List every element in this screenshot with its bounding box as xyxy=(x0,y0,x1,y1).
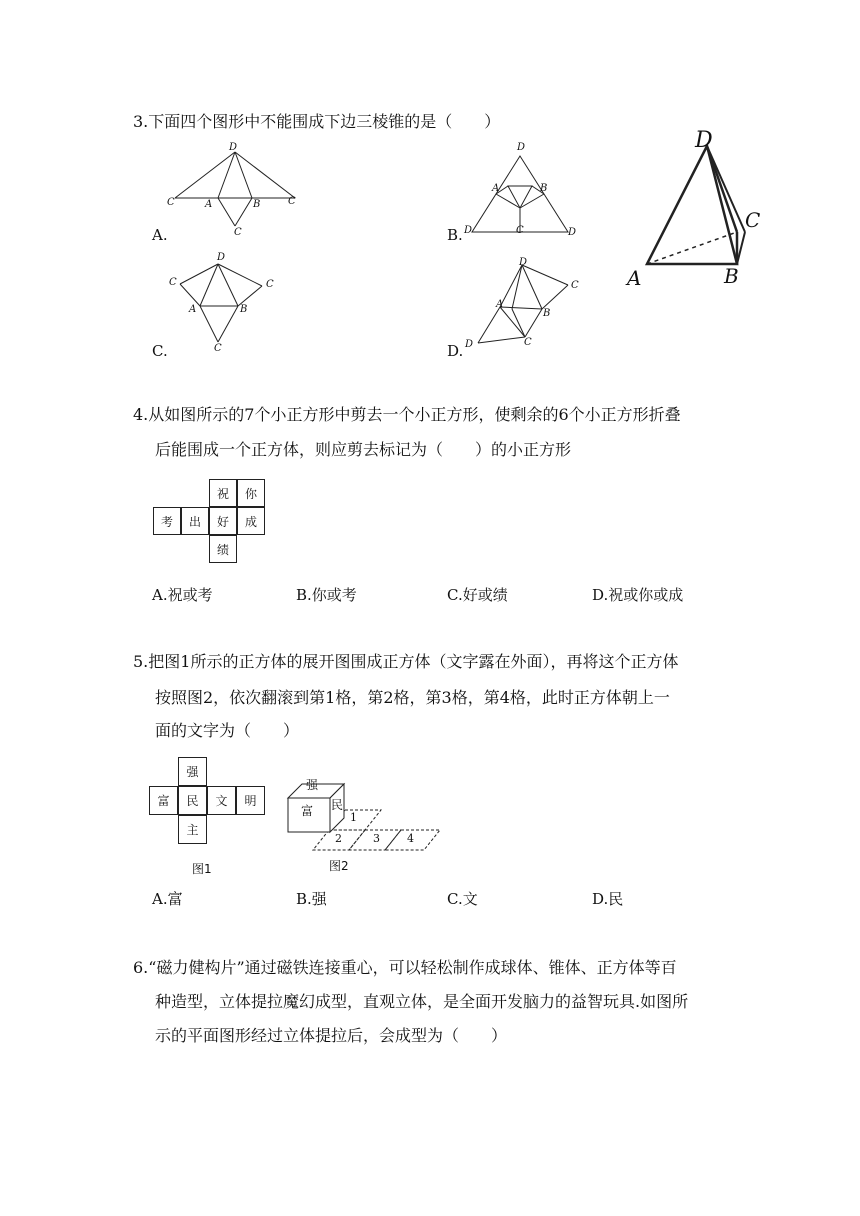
q6-stem-line2: 种造型，立体提拉魔幻成型，直观立体，是全面开发脑力的益智玩具.如图所 xyxy=(155,992,689,1011)
q3-c-label-c-bottom: C xyxy=(214,343,222,354)
q3-d-label-d-top: D xyxy=(519,257,528,268)
q5-option-b[interactable]: B.强 xyxy=(296,890,327,908)
q5-net-cell-wen: 文 xyxy=(207,786,236,815)
q3-d-label-d-left: D xyxy=(465,339,474,350)
q5-fig1-caption: 图1 xyxy=(192,862,212,876)
q3-stem: 3.下面四个图形中不能围成下边三棱锥的是（ ） xyxy=(133,112,501,131)
q3-b-label-b: B xyxy=(540,183,548,194)
q3-a-label-b: B xyxy=(253,199,261,210)
q3-pyramid-label-a: A xyxy=(627,266,642,290)
q4-option-c[interactable]: C.好或绩 xyxy=(447,586,508,604)
q4-cell-cheng[interactable]: 成 xyxy=(237,507,265,535)
q3-option-c[interactable]: C. xyxy=(152,342,168,360)
q5-grid-number-1: 1 xyxy=(350,811,357,824)
q3-d-label-a: A xyxy=(496,299,504,310)
q4-option-b[interactable]: B.你或考 xyxy=(296,586,357,604)
q4-option-d[interactable]: D.祝或你或成 xyxy=(592,586,684,604)
q3-c-label-c-left: C xyxy=(169,277,177,288)
q5-option-a[interactable]: A.富 xyxy=(152,890,183,908)
q6-stem-line3: 示的平面图形经过立体提拉后，会成型为（ ） xyxy=(155,1026,508,1045)
q3-pyramid-label-b: B xyxy=(724,264,739,288)
q3-d-label-c-bottom: C xyxy=(524,337,532,348)
q4-cell-chu[interactable]: 出 xyxy=(181,507,209,535)
q3-pyramid-label-c: C xyxy=(745,208,761,232)
q5-grid-number-4: 4 xyxy=(407,832,414,845)
q3-b-label-d-top: D xyxy=(517,142,526,153)
q3-option-b[interactable]: B. xyxy=(447,226,463,244)
q3-figure-c xyxy=(160,250,280,350)
q3-option-a[interactable]: A. xyxy=(152,226,168,244)
q3-b-label-d-right: D xyxy=(568,227,577,238)
q4-cell-ni[interactable]: 你 xyxy=(237,479,265,507)
q5-stem-line3: 面的文字为（ ） xyxy=(155,721,300,740)
q4-stem-line2: 后能围成一个正方体，则应剪去标记为（ ）的小正方形 xyxy=(155,440,572,459)
q5-net-cell-ming: 明 xyxy=(236,786,265,815)
q5-cube-side-face: 民 xyxy=(331,798,344,812)
q6-stem-line1: 6.“磁力健构片”通过磁铁连接重心，可以轻松制作成球体、锥体、正方体等百 xyxy=(133,958,677,977)
q3-d-label-c-right: C xyxy=(571,280,579,291)
q5-net-cell-qiang: 强 xyxy=(178,757,207,786)
q5-net-cell-fu: 富 xyxy=(149,786,178,815)
q3-c-label-d: D xyxy=(217,252,226,263)
q3-b-label-c: C xyxy=(516,225,524,236)
q3-a-label-c1: C xyxy=(167,197,175,208)
q3-a-label-d: D xyxy=(229,142,238,153)
q4-cell-zhu[interactable]: 祝 xyxy=(209,479,237,507)
q3-a-label-a: A xyxy=(205,199,213,210)
q3-pyramid-label-d: D xyxy=(695,128,713,153)
q3-d-label-b: B xyxy=(543,308,551,319)
q4-cell-kao[interactable]: 考 xyxy=(153,507,181,535)
q4-cell-ji[interactable]: 绩 xyxy=(209,535,237,563)
q5-grid-number-2: 2 xyxy=(335,832,342,845)
q5-cube-front-face: 富 xyxy=(301,804,314,818)
q5-net-cell-zhu: 主 xyxy=(178,815,207,844)
q5-stem-line1: 5.把图1所示的正方体的展开图围成正方体（文字露在外面），再将这个正方体 xyxy=(133,652,679,671)
q3-c-label-a: A xyxy=(189,304,197,315)
q3-b-label-d-left: D xyxy=(464,225,473,236)
q4-cell-hao[interactable]: 好 xyxy=(209,507,237,535)
q4-stem-line1: 4.从如图所示的7个小正方形中剪去一个小正方形，使剩余的6个小正方形折叠 xyxy=(133,405,681,424)
q5-stem-line2: 按照图2，依次翻滚到第1格，第2格，第3格，第4格，此时正方体朝上一 xyxy=(155,688,670,707)
q4-option-a[interactable]: A.祝或考 xyxy=(152,586,213,604)
q3-c-label-b: B xyxy=(240,304,248,315)
q3-option-d[interactable]: D. xyxy=(447,342,464,360)
q5-grid-number-3: 3 xyxy=(373,832,380,845)
q5-fig2-caption: 图2 xyxy=(329,859,349,873)
q3-figure-a xyxy=(160,140,310,240)
q3-figure-b xyxy=(460,140,590,240)
q3-b-label-a: A xyxy=(492,183,500,194)
q5-option-c[interactable]: C.文 xyxy=(447,890,478,908)
q5-cube-top-face: 强 xyxy=(306,778,319,792)
q3-a-label-c2: C xyxy=(288,196,296,207)
q3-a-label-c3: C xyxy=(234,227,242,238)
q3-c-label-c-right: C xyxy=(266,279,274,290)
q5-option-d[interactable]: D.民 xyxy=(592,890,624,908)
q5-net-cell-min: 民 xyxy=(178,786,207,815)
